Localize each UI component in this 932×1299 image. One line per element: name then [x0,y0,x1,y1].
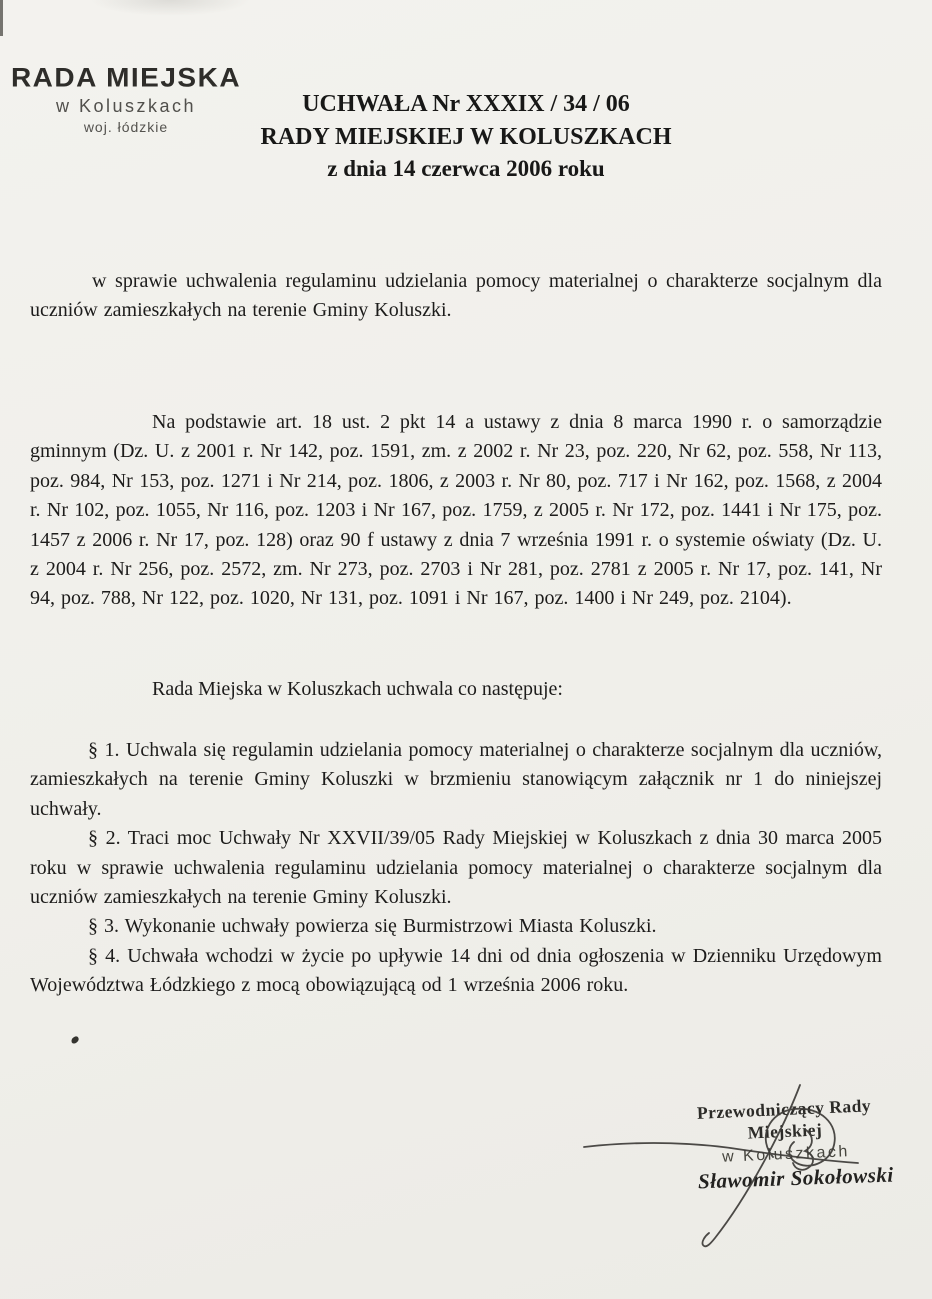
scan-edge-artifact [0,0,3,36]
signature-role-stamp [662,1093,909,1172]
section-3: § 3. Wykonanie uchwały powierza się Burmistrzowi Miasta Koluszki. [88,915,657,938]
title-resolution-number: UCHWAŁA Nr XXXIX / 34 / 06 [302,91,630,117]
title-council-name: RADY MIEJSKIEJ W KOLUSZKACH [260,123,672,150]
signature-name-stamp: Sławomir Sokołowski [697,1162,894,1194]
document-title [0,88,932,186]
enacting-clause: Rada Miejska w Koluszkach uchwala co następuje: [152,678,563,700]
signature-role-line2: w Koluszkach [721,1143,851,1166]
office-stamp-voivodeship: woj. łódzkie [83,119,169,135]
scan-smudge [90,0,250,16]
ink-speck [70,1035,80,1044]
legal-basis-paragraph: Na podstawie art. 18 ust. 2 pkt 14 a ustawy z dnia 8 marca 1990 r. o samorządzie gminnym (Dz. U. z 2001 r. Nr 142, poz. 1591, zm. z 2002 r. Nr 23, poz. 220, Nr 62, poz. 558, Nr 113, poz. 984, Nr 153, poz. 1271 i Nr 214, poz. 1806, z 2003 r. Nr 80, poz. 717 i Nr 162, poz. 1568, z 2004 r. Nr 102, poz. 1055, Nr 116, poz. 1203 i Nr 167, poz. 1759, z 2005 r. Nr 172, poz. 1441 i Nr 175, poz. 1457 z 2006 r. Nr 17, poz. 128) oraz 90 f ustawy z dnia 7 września 1991 r. o systemie oświaty (Dz. U. z 2004 r. Nr 256, poz. 2572, zm. Nr 273, poz. 2703 i Nr 281, poz. 2781 z 2005 r. Nr 17, poz. 141, Nr 94, poz. 788, Nr 122, poz. 1020, Nr 131, poz. 1091 i Nr 167, poz. 1400 i Nr 249, poz. 2104). [30,411,882,610]
subject-paragraph: w sprawie uchwalenia regulaminu udzielania pomocy materialnej o charakterze socjalnym dla uczniów zamieszkałych na terenie Gminy Koluszki. [30,270,882,322]
section-4: § 4. Uchwała wchodzi w życie po upływie 14 dni od dnia ogłoszenia w Dzienniku Urzędowym Województwa Łódzkiego z mocą obowiązującą od 1 września 2006 roku. [30,944,882,997]
section-1: § 1. Uchwala się regulamin udzielania pomocy materialnej o charakterze socjalnym dla uczniów, zamieszkałych na terenie Gminy Koluszki w brzmieniu stanowiącym załącznik nr 1 do niniejszej uchwały. [30,739,882,820]
section-2: § 2. Traci moc Uchwały Nr XXVII/39/05 Rady Miejskiej w Koluszkach z dnia 30 marca 2005 roku w sprawie uchwalenia regulaminu udzielania pomocy materialnej o charakterze socjalnym dla uczniów zamieszkałych na terenie Gminy Koluszki. [30,827,882,909]
resolution-sections [30,736,882,1001]
title-date: z dnia 14 czerwca 2006 roku [327,156,605,181]
office-stamp-city: w Koluszkach [55,96,197,116]
office-stamp-name: RADA MIEJSKA [10,62,242,93]
signature-role-line1: Przewodniczący Rady Miejskiej [696,1095,872,1143]
